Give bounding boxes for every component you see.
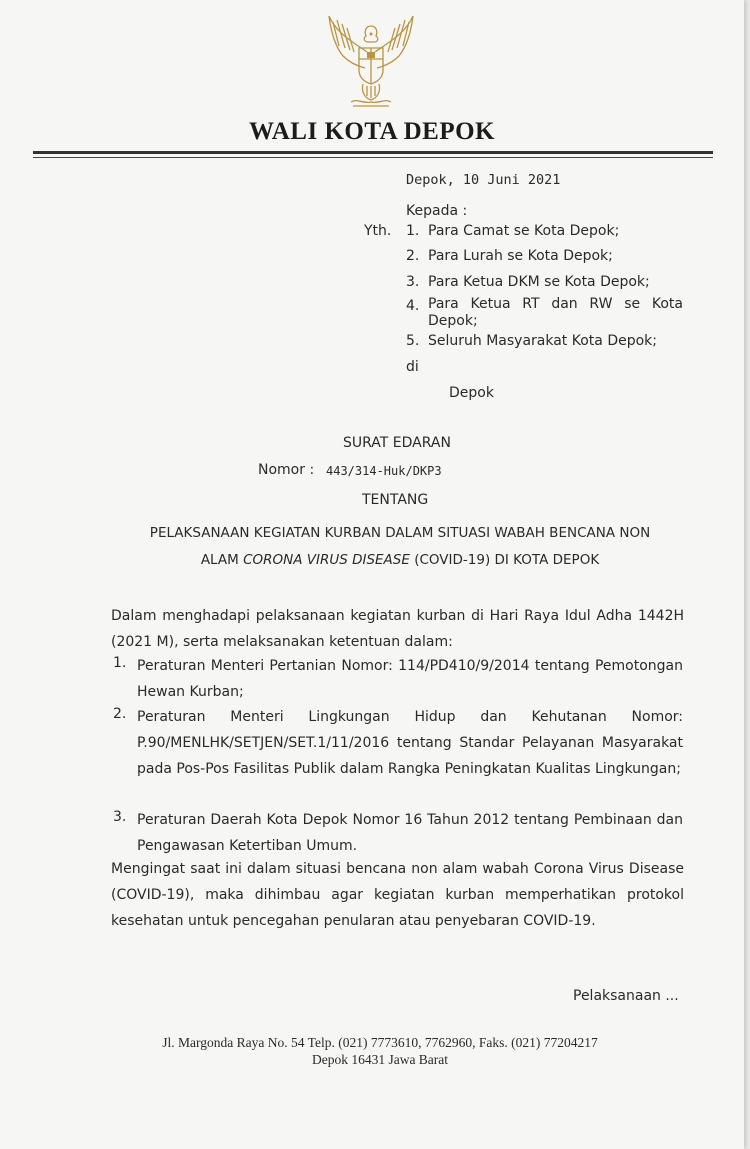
- addressee-item: Seluruh Masyarakat Kota Depok;: [428, 333, 657, 349]
- addressee-num: 1.: [406, 223, 420, 239]
- surat-edaran-label: SURAT EDARAN: [343, 435, 451, 451]
- addressee-num: 4.: [406, 298, 420, 314]
- intro-paragraph: Dalam menghadapi pelaksanaan kegiatan kurban di Hari Raya Idul Adha 1442H (2021 M), serta melaksanakan ketentuan dalam:: [111, 608, 684, 650]
- letterhead-rule-thin: [33, 157, 713, 158]
- addressee-num: 2.: [406, 248, 420, 264]
- continuation-marker: Pelaksanaan ...: [573, 988, 679, 1004]
- subject-line-1: PELAKSANAAN KEGIATAN KURBAN DALAM SITUASI WABAH BENCANA NON: [149, 525, 651, 541]
- yth-label: Yth.: [364, 223, 392, 239]
- addressee-item: Para Camat se Kota Depok;: [428, 223, 620, 239]
- nomor-label: Nomor :: [258, 462, 315, 478]
- letterhead-rule-thick: [33, 151, 713, 154]
- regulation-num: 2.: [113, 706, 127, 722]
- letter-date: Depok, 10 Juni 2021: [406, 172, 561, 188]
- footer-address-line1: Jl. Margonda Raya No. 54 Telp. (021) 7773610, 7762960, Faks. (021) 77204217: [162, 1035, 598, 1050]
- regulation-item: Peraturan Menteri Pertanian Nomor: 114/PD410/9/2014 tentang Pemotongan Hewan Kurban;: [137, 658, 683, 700]
- addressee-item: Para Ketua RT dan RW se Kota Depok;: [428, 296, 683, 329]
- kepada-label: Kepada :: [406, 203, 468, 219]
- regulation-item: Peraturan Daerah Kota Depok Nomor 16 Tahun 2012 tentang Pembinaan dan Pengawasan Ketertiban Umum.: [137, 812, 683, 854]
- subject-line-2: ALAM CORONA VIRUS DISEASE (COVID-19) DI KOTA DEPOK: [200, 552, 600, 568]
- letterhead-title: WALI KOTA DEPOK: [249, 118, 495, 145]
- regulation-num: 1.: [113, 655, 127, 671]
- addressee-num: 3.: [406, 274, 420, 290]
- closing-paragraph: Mengingat saat ini dalam situasi bencana non alam wabah Corona Virus Disease (COVID-19), maka dihimbau agar kegiatan kurban memperhatikan protokol kesehatan untuk pencegahan penularan atau penyebaran COVID-19.: [111, 861, 684, 929]
- di-label: di: [406, 359, 419, 375]
- addressee-num: 5.: [406, 333, 420, 349]
- footer-address-line2: Depok 16431 Jawa Barat: [311, 1052, 449, 1067]
- addressee-place: Depok: [449, 385, 494, 401]
- nomor-value: 443/314-Huk/DKP3: [326, 464, 442, 478]
- addressee-item: Para Lurah se Kota Depok;: [428, 248, 613, 264]
- regulation-item: Peraturan Menteri Lingkungan Hidup dan Kehutanan Nomor: P.90/MENLHK/SETJEN/SET.1/11/2016 tentang Standar Pelayanan Masyarakat pada Pos-Pos Fasilitas Publik dalam Rangka Peningkatan Kualitas Lingkungan;: [137, 709, 683, 777]
- regulation-num: 3.: [113, 809, 127, 825]
- tentang-label: TENTANG: [362, 492, 429, 508]
- addressee-item: Para Ketua DKM se Kota Depok;: [428, 274, 650, 290]
- garuda-emblem-icon: [323, 12, 419, 110]
